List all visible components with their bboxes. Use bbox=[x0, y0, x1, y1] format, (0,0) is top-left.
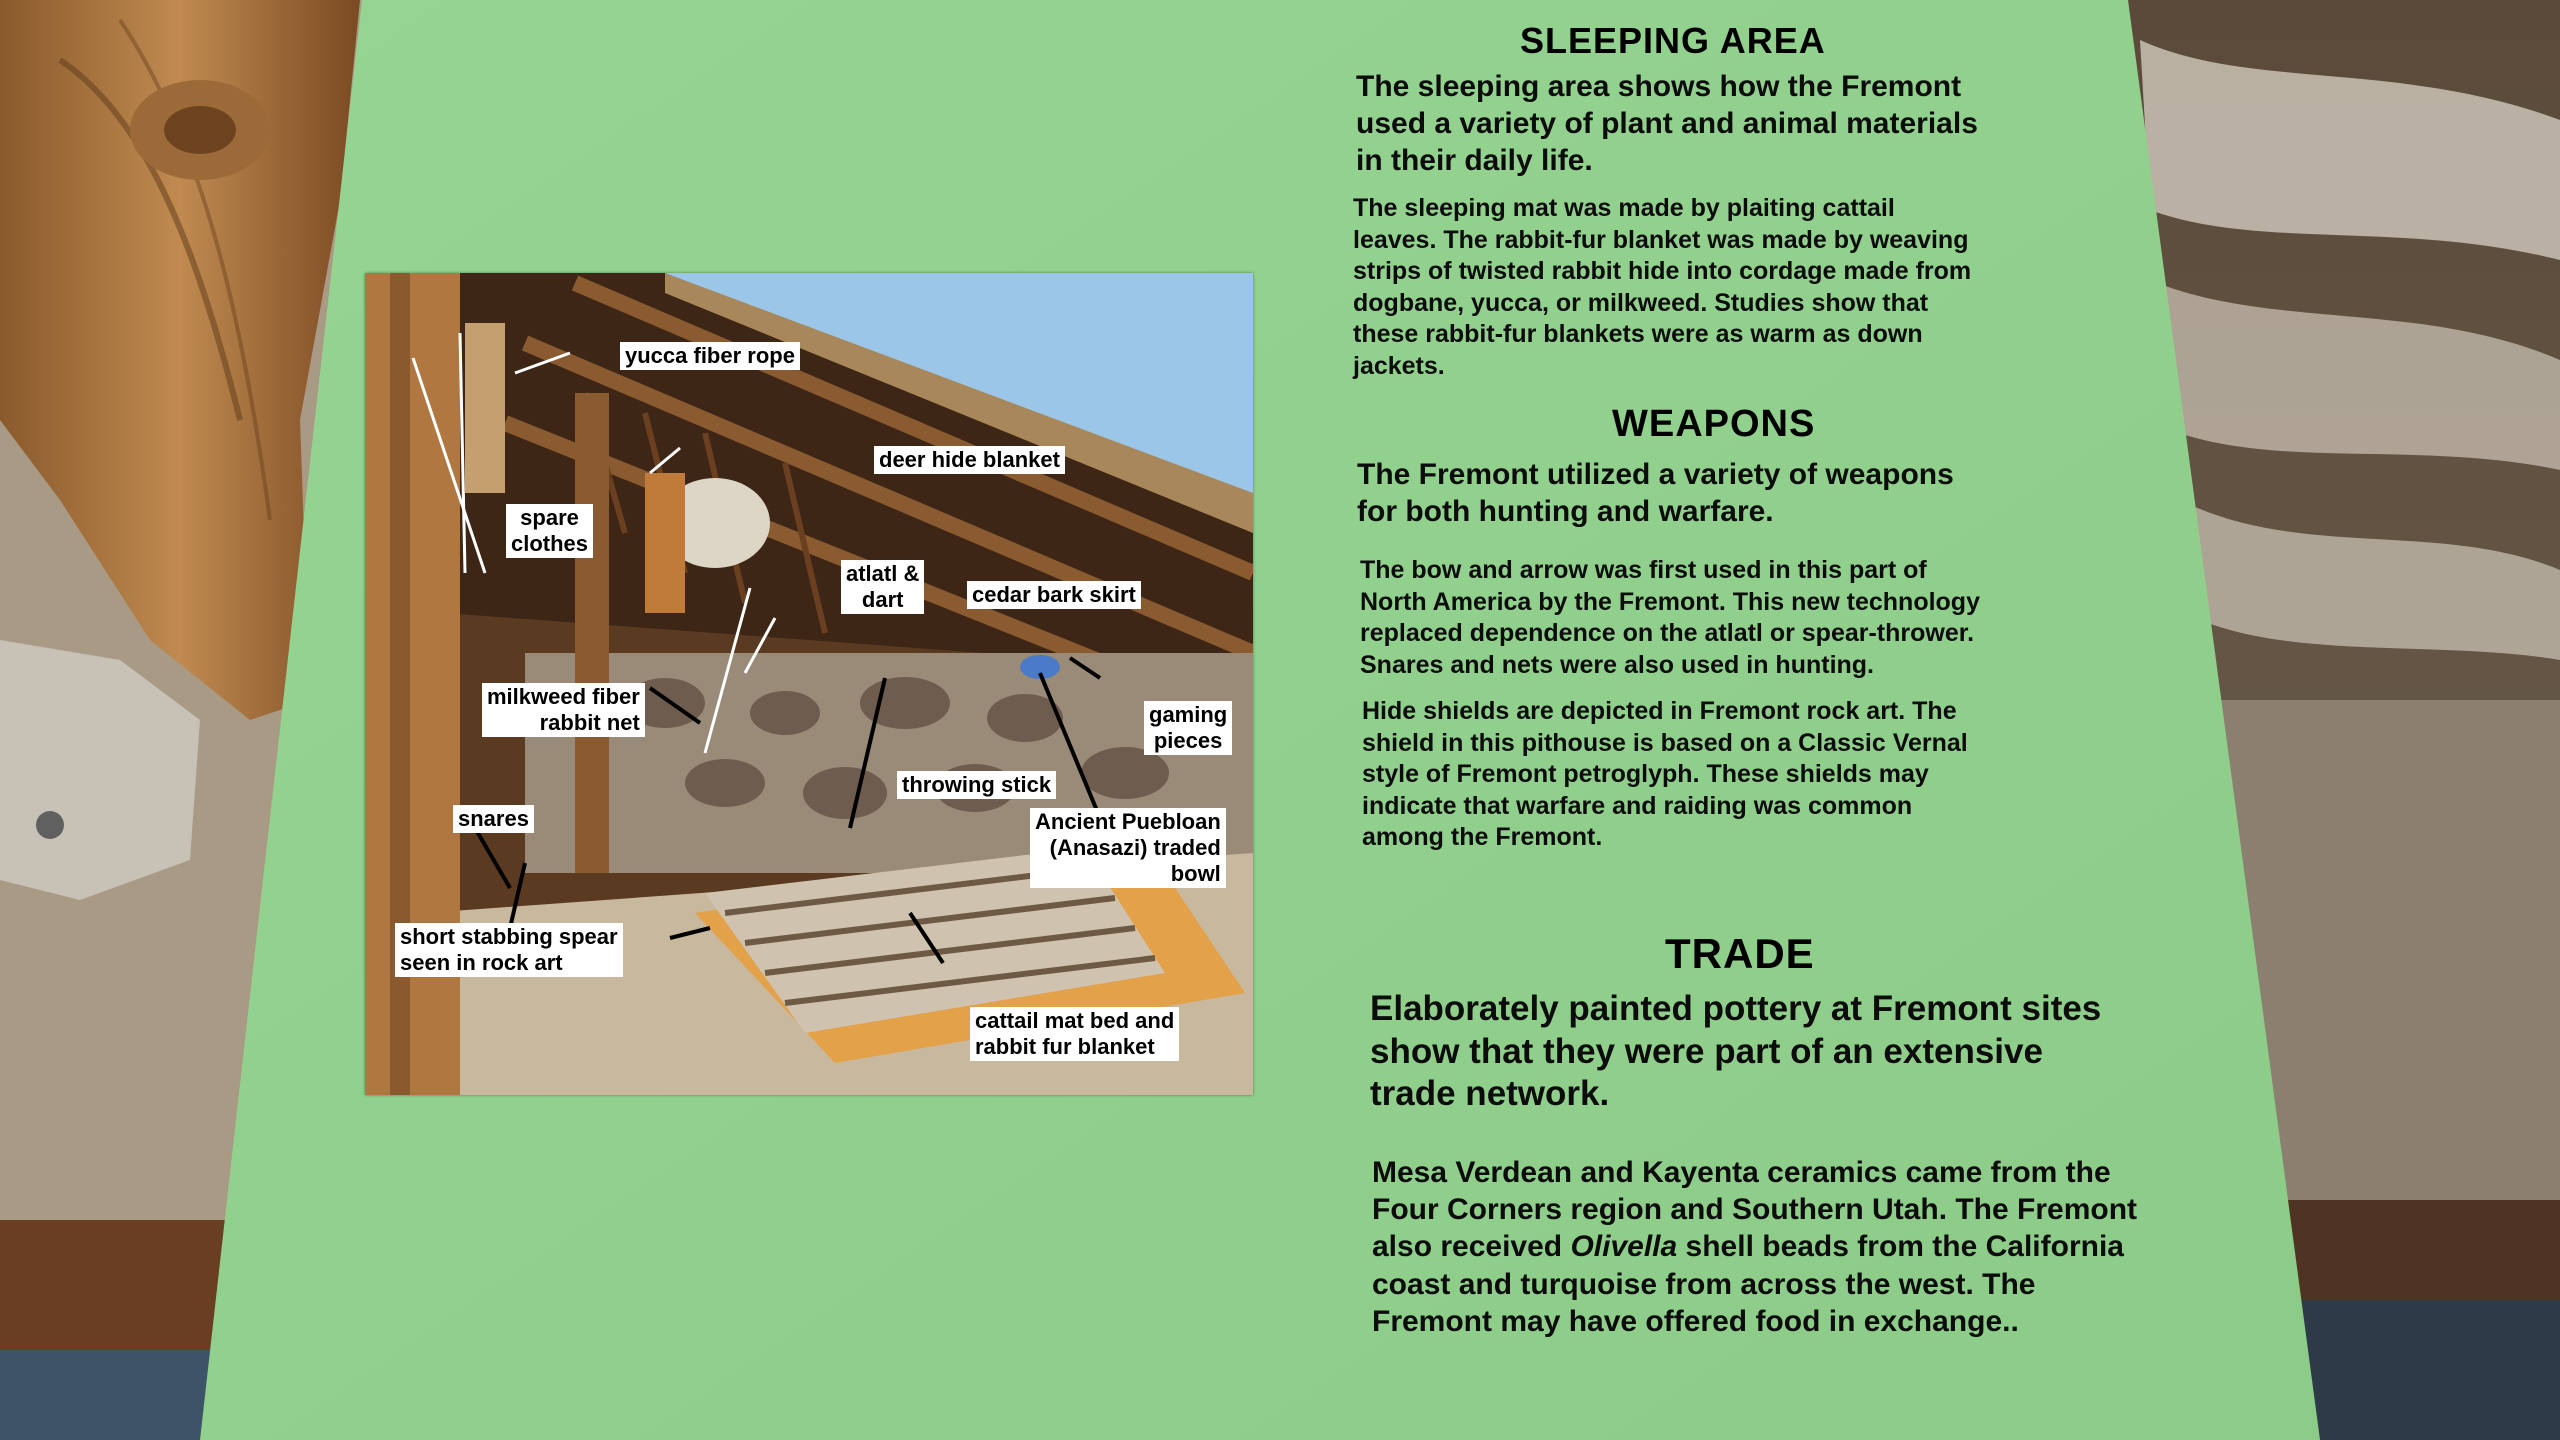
trade-body-line: Mesa Verdean and Kayenta ceramics came from the bbox=[1372, 1156, 2111, 1189]
label-line: rabbit fur blanket bbox=[975, 1033, 1155, 1059]
trade-text: also received bbox=[1372, 1230, 1571, 1264]
label-line: Ancient Puebloan bbox=[1035, 809, 1221, 834]
trade-body-line: Fremont may have offered food in exchange.. bbox=[1372, 1304, 2019, 1338]
sleeping-area-intro bbox=[1356, 68, 2116, 180]
weapons-body-line: indicate that warfare and raiding was common bbox=[1362, 791, 1913, 820]
sleeping-body-line: strips of twisted rabbit hide into cordage made from bbox=[1353, 257, 1972, 285]
label-spare-clothes bbox=[506, 504, 593, 558]
label-line: pieces bbox=[1153, 727, 1223, 753]
label-short-stabbing-spear bbox=[395, 923, 623, 977]
sleeping-body-line: leaves. The rabbit-fur blanket was made by weaving bbox=[1353, 225, 1969, 254]
sleeping-body-line: dogbane, yucca, or milkweed. Studies show that bbox=[1353, 288, 1929, 317]
label-atlatl-dart bbox=[841, 560, 924, 614]
label-cattail-mat-bed bbox=[970, 1007, 1179, 1061]
label-line: atlatl & bbox=[846, 561, 920, 586]
weapons-intro bbox=[1357, 456, 2117, 530]
trade-body-line bbox=[1372, 1228, 2192, 1265]
weapons-body-line: style of Fremont petroglyph. These shields may bbox=[1362, 760, 1929, 788]
label-line: milkweed fiber bbox=[487, 684, 640, 709]
sleeping-body-line: jackets. bbox=[1353, 351, 1445, 380]
sleeping-body-line: The sleeping mat was made by plaiting cattail bbox=[1353, 194, 1895, 222]
trade-intro-line: show that they were part of an extensive bbox=[1370, 1031, 2043, 1071]
trade-body-line: Four Corners region and Southern Utah. The Fremont bbox=[1372, 1193, 2138, 1227]
heading-weapons: WEAPONS bbox=[1612, 403, 1816, 445]
label-yucca-fiber-rope: yucca fiber rope bbox=[620, 342, 800, 370]
label-line: (Anasazi) traded bbox=[1049, 834, 1221, 860]
label-ancient-puebloan-bowl bbox=[1030, 808, 1226, 888]
label-snares: snares bbox=[453, 805, 534, 833]
sleeping-body-line: these rabbit-fur blankets were as warm as down bbox=[1353, 320, 1923, 348]
label-deer-hide-blanket: deer hide blanket bbox=[874, 446, 1065, 474]
olivella-italic: Olivella bbox=[1570, 1230, 1678, 1264]
label-line: rabbit net bbox=[539, 709, 640, 735]
sleeping-intro-line: in their daily life. bbox=[1356, 144, 1593, 178]
label-cedar-bark-skirt: cedar bark skirt bbox=[967, 581, 1141, 609]
heading-sleeping-area: SLEEPING AREA bbox=[1520, 20, 1826, 61]
weapons-body-2 bbox=[1362, 696, 2162, 854]
label-line: dart bbox=[861, 586, 904, 612]
sleeping-intro-line: The sleeping area shows how the Fremont bbox=[1356, 70, 1962, 103]
label-milkweed-fiber-rabbit-net bbox=[482, 683, 645, 737]
label-line: spare bbox=[520, 505, 579, 530]
label-gaming-pieces bbox=[1144, 701, 1232, 755]
weapons-body-1 bbox=[1360, 555, 2160, 681]
label-line: bowl bbox=[1170, 860, 1221, 886]
sleeping-area-body bbox=[1353, 193, 2133, 382]
trade-text: shell beads from the California bbox=[1677, 1230, 2124, 1264]
label-line: short stabbing spear bbox=[400, 924, 618, 949]
trade-intro-line: Elaborately painted pottery at Fremont sites bbox=[1370, 989, 2102, 1028]
label-line: seen in rock art bbox=[400, 949, 563, 975]
weapons-body-line: shield in this pithouse is based on a Classic Vernal bbox=[1362, 728, 1968, 757]
heading-trade: TRADE bbox=[1665, 930, 1815, 977]
trade-body-line: coast and turquoise from across the west. The bbox=[1372, 1267, 2036, 1301]
weapons-body-line: among the Fremont. bbox=[1362, 823, 1603, 851]
label-line: clothes bbox=[511, 530, 589, 556]
weapons-body-line: North America by the Fremont. This new technology bbox=[1360, 587, 1980, 616]
label-throwing-stick: throwing stick bbox=[897, 771, 1056, 799]
sleeping-intro-line: used a variety of plant and animal materials bbox=[1356, 107, 1978, 141]
trade-body bbox=[1372, 1154, 2192, 1340]
weapons-body-line: The bow and arrow was first used in this part of bbox=[1360, 556, 1927, 584]
weapons-intro-line: for both hunting and warfare. bbox=[1357, 495, 1774, 529]
pithouse-photo bbox=[365, 273, 1253, 1095]
weapons-body-line: Snares and nets were also used in hunting. bbox=[1360, 650, 1875, 679]
label-line: cattail mat bed and bbox=[975, 1008, 1175, 1033]
weapons-intro-line: The Fremont utilized a variety of weapons bbox=[1357, 458, 1954, 491]
weapons-body-line: replaced dependence on the atlatl or spear-thrower. bbox=[1360, 619, 1975, 647]
label-line: gaming bbox=[1149, 702, 1228, 727]
trade-intro bbox=[1370, 988, 2190, 1116]
trade-intro-line: trade network. bbox=[1370, 1074, 1610, 1114]
weapons-body-line: Hide shields are depicted in Fremont rock art. The bbox=[1362, 697, 1957, 725]
